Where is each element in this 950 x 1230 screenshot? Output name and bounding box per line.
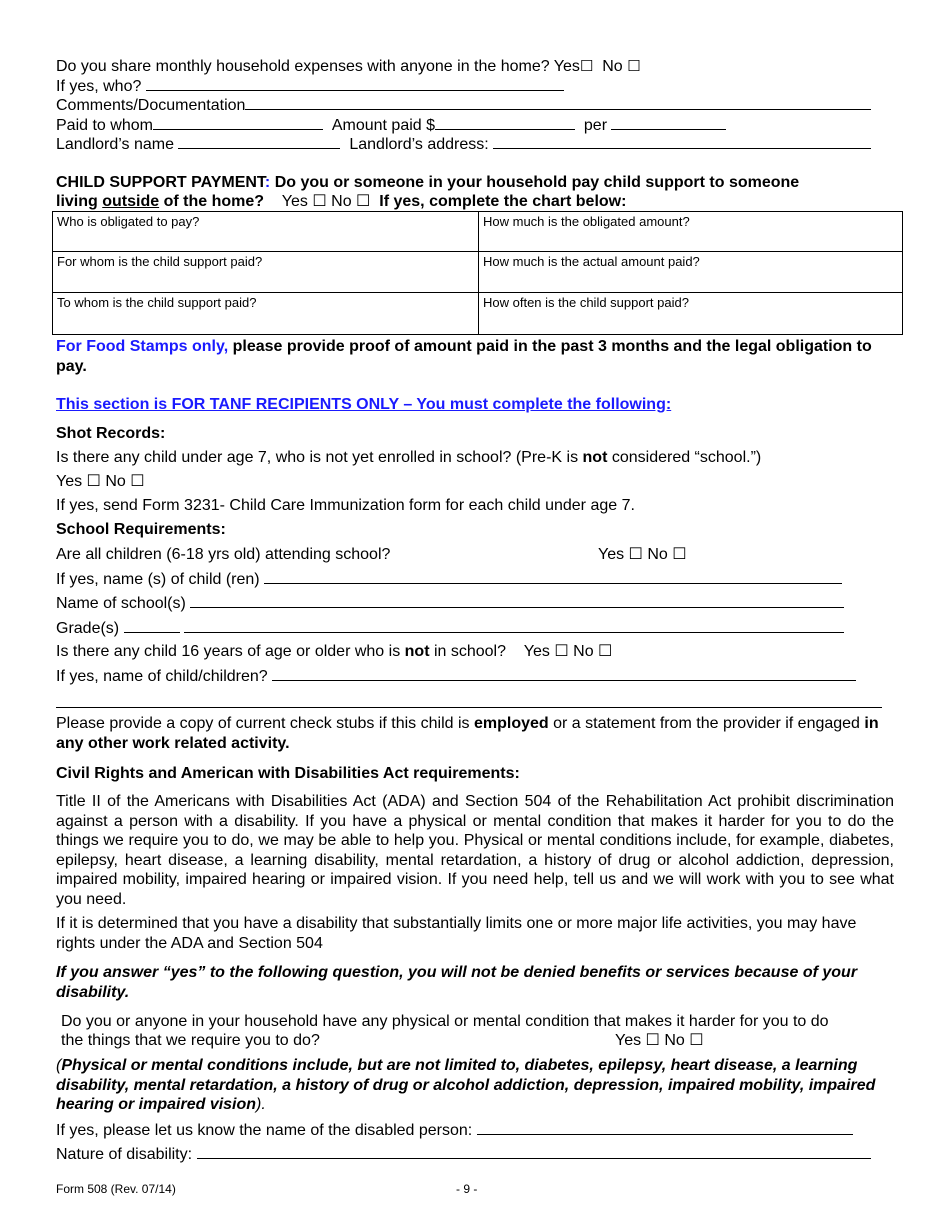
check-stubs-b: or a statement from the provider if engaged — [548, 715, 865, 732]
if-yes-name-row — [56, 666, 856, 686]
check-stubs-employed: employed — [473, 715, 549, 732]
name-continuation-line[interactable] — [56, 707, 882, 708]
child-support-question-row — [56, 192, 626, 211]
if-yes-who-row — [56, 76, 564, 96]
comments-field[interactable] — [245, 95, 871, 110]
check-stubs-a: Please provide a copy of current check stubs if this child is — [56, 715, 474, 732]
child-under-7-not: not — [582, 449, 608, 466]
child-support-question-b1: living — [56, 193, 103, 210]
paid-to-whom-row — [56, 115, 726, 135]
nature-row — [56, 1144, 871, 1164]
amount-paid-label: Amount paid $ — [331, 117, 436, 134]
nature-field[interactable] — [197, 1144, 871, 1159]
if-yes-name-label: If yes, name of child/children? — [56, 668, 268, 685]
grades-row — [56, 618, 844, 638]
child-support-table — [52, 211, 903, 335]
child-support-colon: : — [264, 174, 271, 191]
food-stamps-lead: For Food Stamps only, — [56, 338, 229, 355]
paid-for-whom-cell[interactable]: For whom is the child support paid? — [53, 252, 479, 293]
names-children-label: If yes, name (s) of child (ren) — [56, 571, 260, 588]
name-schools-label: Name of school(s) — [56, 595, 186, 612]
conditions-list: Physical or mental conditions include, but are not limited to, diabetes, epilepsy, heart disease, a learning disability, mental retardation, a history of drug or alcohol addiction, depression, impaired mobility, impaired hearing or impaired vision — [56, 1057, 876, 1113]
attending-school-row — [56, 545, 390, 564]
child-support-question-b3: of the home? — [159, 193, 265, 210]
share-expenses-no-checkbox[interactable]: ☐ — [627, 57, 641, 75]
disability-question-b: the things that we require you to do? — [61, 1032, 320, 1049]
ada-paragraph: Title II of the Americans with Disabilities Act (ADA) and Section 504 of the Rehabilitation Act prohibit discrimination against a person with a disability. If you have a physical or mental condition that makes it harder for you to do the things we require you to do, we may be able to help you. Physical or mental conditions include, for example, diabetes, epilepsy, heart disease, a learning disability, mental retardation, a history of drug or alcohol addiction, depression, impaired mobility, impaired hearing or impaired vision. If you need help, tell us and we will work with you to see what you need. — [56, 793, 894, 908]
share-expenses-yes-checkbox[interactable]: ☐ — [579, 57, 594, 75]
tanf-section-title[interactable]: This section is FOR TANF RECIPIENTS ONLY – You must complete the following: — [56, 396, 672, 413]
paid-to-whom-cell[interactable]: To whom is the child support paid? — [53, 293, 479, 335]
child-16-a: Is there any child 16 years of age or older who is — [56, 643, 405, 660]
child-support-heading-row — [56, 173, 799, 192]
child-under-7-question — [56, 448, 761, 467]
conditions-close-paren: ). — [256, 1096, 266, 1113]
child-16-yes-no[interactable]: Yes ☐ No ☐ — [523, 643, 613, 660]
landlord-address-label: Landlord’s address: — [349, 136, 489, 153]
table-row — [53, 252, 903, 293]
per-field[interactable] — [611, 115, 726, 130]
names-children-row — [56, 569, 842, 589]
disability-yes-no[interactable]: Yes ☐ No ☐ — [615, 1032, 704, 1049]
name-schools-field[interactable] — [190, 593, 844, 608]
civil-rights-heading: Civil Rights and American with Disabilities Act requirements: — [56, 765, 520, 782]
attending-school-question: Are all children (6-18 yrs old) attending school? — [56, 546, 391, 563]
form-3231-note: If yes, send Form 3231- Child Care Immunization form for each child under age 7. — [56, 497, 635, 514]
conditions-open-paren: ( — [56, 1057, 62, 1074]
actual-amount-cell[interactable]: How much is the actual amount paid? — [479, 252, 903, 293]
table-row — [53, 212, 903, 252]
landlord-name-label: Landlord’s name — [56, 136, 175, 153]
grades-field-a[interactable] — [124, 618, 180, 633]
child-support-question-outside: outside — [102, 193, 160, 210]
food-stamps-rest: please provide proof of amount paid in the past 3 months and the legal obligation to pay. — [56, 338, 872, 375]
share-expenses-question: Do you share monthly household expenses with anyone in the home? Yes — [56, 58, 580, 75]
child-16-b: in school? — [429, 643, 507, 660]
complete-chart-label: If yes, complete the chart below: — [379, 193, 627, 210]
check-stubs-note — [56, 714, 894, 753]
amount-paid-field[interactable] — [435, 115, 575, 130]
obligated-payer-cell[interactable]: Who is obligated to pay? — [53, 212, 479, 252]
child-support-heading: CHILD SUPPORT PAYMENT — [56, 174, 265, 191]
check-stubs-c: in any other work related activity. — [56, 715, 879, 752]
child-under-7-b: considered “school.”) — [607, 449, 762, 466]
disabled-person-label: If yes, please let us know the name of the disabled person: — [56, 1122, 473, 1139]
landlord-row — [56, 134, 871, 154]
form-number: Form 508 (Rev. 07/14) — [56, 1182, 176, 1196]
food-stamps-note — [56, 337, 894, 376]
no-denial-notice: If you answer “yes” to the following question, you will not be denied benefits or services because of your disability. — [56, 964, 858, 1001]
comments-row — [56, 95, 871, 115]
attending-school-yes-no[interactable]: Yes ☐ No ☐ — [598, 546, 687, 563]
child-support-question-a: Do you or someone in your household pay child support to someone — [270, 174, 800, 191]
table-row — [53, 293, 903, 335]
if-yes-name-field[interactable] — [272, 666, 856, 681]
obligated-amount-cell[interactable]: How much is the obligated amount? — [479, 212, 903, 252]
if-yes-who-label: If yes, who? — [56, 78, 142, 95]
share-expenses-row — [56, 57, 641, 76]
payment-frequency-cell[interactable]: How often is the child support paid? — [479, 293, 903, 335]
conditions-note — [56, 1056, 894, 1115]
school-requirements-heading: School Requirements: — [56, 521, 226, 538]
shot-records-heading: Shot Records: — [56, 425, 166, 442]
child-16-row — [56, 642, 612, 661]
child-under-7-yes-no[interactable]: Yes ☐ No ☐ — [56, 473, 145, 490]
disability-question-a: Do you or anyone in your household have any physical or mental condition that makes it harder for you to do — [61, 1013, 829, 1030]
per-label: per — [583, 117, 608, 134]
paid-to-whom-field[interactable] — [153, 115, 323, 130]
landlord-address-field[interactable] — [493, 134, 871, 149]
disabled-person-field[interactable] — [477, 1120, 853, 1135]
grades-label: Grade(s) — [56, 620, 120, 637]
disabled-person-row — [56, 1120, 853, 1140]
nature-label: Nature of disability: — [56, 1146, 193, 1163]
paid-to-whom-label: Paid to whom — [56, 117, 153, 134]
ada-rights-paragraph: If it is determined that you have a disability that substantially limits one or more major life activities, you may have rights under the ADA and Section 504 — [56, 915, 857, 952]
landlord-name-field[interactable] — [178, 134, 340, 149]
child-under-7-a: Is there any child under age 7, who is not yet enrolled in school? (Pre-K is — [56, 449, 583, 466]
if-yes-who-field[interactable] — [146, 76, 564, 91]
comments-label: Comments/Documentation — [56, 97, 246, 114]
names-children-field[interactable] — [264, 569, 842, 584]
name-schools-row — [56, 593, 844, 613]
grades-field-b[interactable] — [184, 618, 844, 633]
share-expenses-no-label: No — [602, 58, 623, 75]
child-support-yes-no[interactable]: Yes ☐ No ☐ — [281, 193, 371, 210]
child-16-not: not — [404, 643, 430, 660]
page-number: - 9 - — [456, 1182, 478, 1196]
